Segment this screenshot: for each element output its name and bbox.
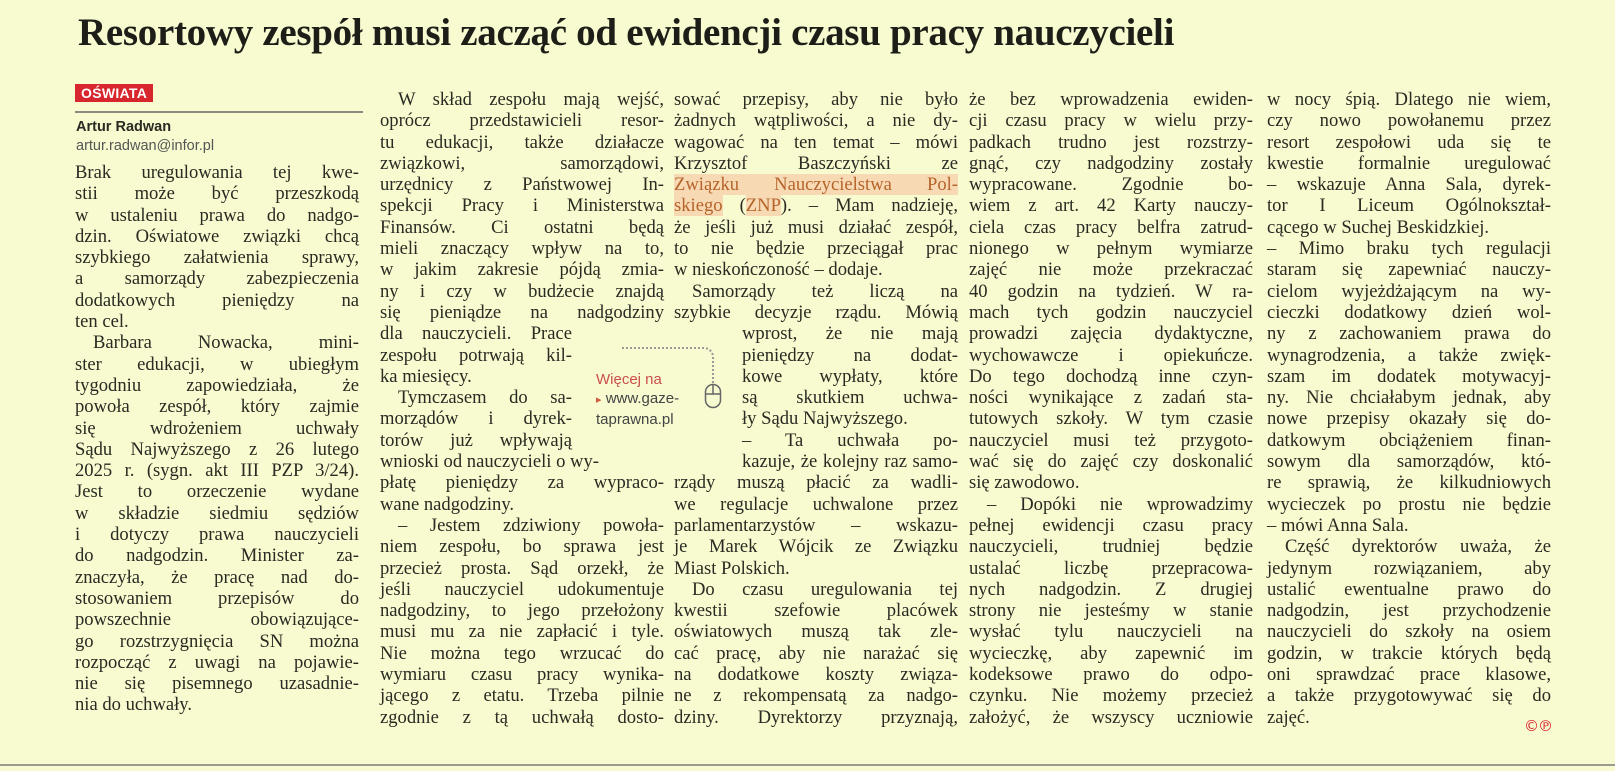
text-line: nauczycieli do szkoły na osiem [1267,621,1551,643]
text-line: ny i czy w budżecie znajdą [380,280,664,302]
text-line: oni sprawdzać prace klasowe, [1267,664,1551,686]
text-line: cji czasu pracy w wielu przy- [969,110,1253,132]
text-line: płatę pieniędzy za wypraco- [380,472,664,494]
text-line: pełnej ewidencji czasu pracy [969,514,1253,536]
text-line: kazuje, że kolejny raz samo- [742,451,958,473]
text-segment: ( [722,195,746,217]
text-line: wiem z art. 42 Karty nauczy- [969,195,1253,217]
text-line: nionego w pełnym wymiarze [969,238,1253,260]
text-line [674,174,958,195]
highlighted-term: ZNP [745,195,781,217]
text-line: pieniędzy na dodat- [742,344,958,366]
text-line: gnąć, czy nadgodziny zostały [969,152,1253,174]
text-line: ka miesięcy. [380,365,472,387]
text-line: staram się zapewniać nauczy- [1267,259,1551,281]
text-line: ny z zachowaniem prawa do [1267,323,1551,345]
text-line: padkach trudno jest rozstrzy- [969,131,1253,153]
mouse-icon [704,383,722,414]
section-tag: OŚWIATA [75,84,153,102]
text-line: czynku. Nie możemy przecież [969,685,1253,707]
text-line: Brak uregulowania tej kwe- [75,162,359,183]
text-line: ły Sądu Najwyższego. [742,408,908,430]
text-line: wagować na ten temat – mówi [674,131,958,153]
text-line: wymiaru czasu pracy wynika- [380,664,664,686]
text-line: stosowaniem przepisów do [75,587,359,609]
copyright-mark-icon: ©℗ [1524,717,1552,735]
promo-url-line-2[interactable]: taprawna.pl [596,411,674,428]
text-line: wprost, że nie mają [742,323,958,345]
paragraph [380,89,664,387]
paragraph [380,515,664,728]
text-line: jącego z etatu. Trzeba pilnie [380,685,664,707]
paragraph [1267,89,1551,238]
text-line: Jest to orzeczenie wydane [75,481,359,503]
text-line: wycieczkę, aby zapewnić im [969,642,1253,664]
text-line: – Jestem zdziwiony powoła- [398,514,664,536]
text-line: mieli znaczący wpływ na to, [380,238,664,260]
promo-label: Więcej na [596,371,662,388]
promo-box[interactable] [596,370,679,429]
text-line: ten cel. [75,311,129,333]
text-line: wnioski od nauczycieli o wy- [380,451,599,473]
text-line: się zawodowo. [969,472,1080,494]
text-line: Finansów. Ci ostatni będą [380,216,664,238]
text-line: jedynym rozwiązaniem, aby [1267,557,1551,579]
article-column-5 [1267,89,1551,728]
paragraph [1267,536,1551,728]
text-line: nie się pisemnego uzasadnie- [75,673,359,695]
text-line: urzędnicy z Państwowej In- [380,174,664,196]
text-line: ster edukacji, w ubiegłym [75,353,359,375]
text-segment: ). – Mam nadzieję, [780,195,958,217]
text-line: kwestii szefowie placówek [674,600,958,622]
text-line: a także przygotowywać się do [1267,685,1551,707]
paragraph [75,332,359,715]
text-line: je Marek Wójcik ze Związku [674,536,958,558]
text-line: jeśli nauczyciel udokumentuje [380,578,664,600]
text-line: oprócz przedstawicieli resor- [380,110,664,132]
text-line: zajęć nie może przekraczać [969,259,1253,281]
text-line: wać się do zajęć czy doskonalić [969,451,1253,473]
text-line: wycieczek po prostu nie będzie [1267,493,1551,515]
text-line: mach tych godzin nauczyciel [969,301,1253,323]
text-line: strony nie jesteśmy w stanie [969,600,1253,622]
bullet-icon: ▸ [596,394,602,406]
paragraph [674,89,958,281]
text-line: nia do uchwały. [75,694,193,716]
text-line: przecież prosta. Sąd orzekł, że [380,557,664,579]
text-line: w ustaleniu prawa do nadgo- [75,204,359,226]
text-line: torów już wpływają [380,429,572,451]
text-line: nauczyciel musi też przygoto- [969,429,1253,451]
text-line: w jakim zakresie pójdą zmia- [380,259,664,281]
bottom-divider [0,764,1615,766]
paragraph [1267,238,1551,536]
text-line: go rozstrzygnięcia SN można [75,630,359,652]
author-name: Artur Radwan [76,119,172,135]
text-line: w składzie siedmiu sędziów [75,502,359,524]
text-line: sować przepisy, aby nie było [674,89,958,110]
text-line: rządy muszą płacić za wadli- [674,472,958,494]
text-line: znaczyła, że pracę nad do- [75,566,359,588]
text-line: Sądu Najwyższego z 26 lutego [75,438,359,460]
text-line: szybkie decyzje rządu. Mówią [674,301,958,323]
text-line: zespołu potrwają kil- [380,344,572,366]
text-line: Krzysztof Baszczyński ze [674,152,958,174]
paragraph [674,579,958,728]
text-line: tutowych szkoły. W tym czasie [969,408,1253,430]
text-line: Tymczasem do sa- [398,387,572,409]
text-line: godzin, w trakcie których będą [1267,642,1551,664]
text-line: do nadgodzin. Minister za- [75,545,359,567]
text-line: kowe wypłaty, które [742,365,958,387]
text-line: wane nadgodziny. [380,493,515,515]
article-headline: Resortowy zespół musi zacząć od ewidencji czasu pracy nauczycieli [78,11,1175,54]
text-line: ciela czas pracy belfra zatrud- [969,216,1253,238]
text-line: 40 godzin na tydzień. W ra- [969,280,1253,302]
text-line: prowadzi zajęcia dydaktyczne, [969,323,1253,345]
text-line: wypracowane. Zgodnie bo- [969,174,1253,196]
text-line: tygodniu zapowiedziała, że [75,374,359,396]
text-line: nych nadgodzin. Z drugiej [969,578,1253,600]
text-line: dzin. Oświatowe związki chcą [75,225,359,247]
text-line: we regulacje uchwalone przez [674,493,958,515]
text-line: czy nowo powołanemu przez [1267,110,1551,132]
text-line: Nie można tego wrzucać do [380,642,664,664]
text-line: morządów i dyrek- [380,408,572,430]
text-line [674,195,958,216]
text-line: w nocy śpią. Dlatego nie wiem, [1267,89,1551,110]
text-line: nowe przepisy okazały się do- [1267,408,1551,430]
text-line: datkowym obciążeniem finan- [1267,429,1551,451]
text-line: nadgodziny, to jego przełożony [380,600,664,622]
text-line: na dodatkowe koszty związa- [674,664,958,686]
text-line: że bez wprowadzenia ewiden- [969,89,1253,110]
text-line: cać pracę, aby nie narażać się [674,642,958,664]
text-line: związkowi, samorządowi, [380,152,664,174]
text-line: zajęć. [1267,706,1310,728]
text-line: 2025 r. (sygn. akt III PZP 3/24). [75,460,359,482]
text-line: ustalać liczbę przepracowa- [969,557,1253,579]
author-email[interactable]: artur.radwan@infor.pl [76,138,215,154]
text-line: dziny. Dyrektorzy przyznają, [674,706,958,728]
text-line: szam im dodatek motywacyj- [1267,365,1551,387]
article-column-4 [969,89,1253,728]
text-line: – Dopóki nie wprowadzimy [987,493,1253,515]
text-line: stii może być przeszkodą [75,183,359,205]
text-line: kwestie formalnie uregulować [1267,152,1551,174]
article-column-1 [75,162,359,716]
text-line: rozpocząć z uwagi na pojawie- [75,651,359,673]
text-line: tor I Liceum Ogólnokształ- [1267,195,1551,217]
text-line: żadnych wątpliwości, a nie dy- [674,110,958,132]
text-line: dla nauczycieli. Prace [380,323,572,345]
text-line: wysłać tylu nauczycieli na [969,621,1253,643]
text-line: cieczki dodatkowy dzień wol- [1267,301,1551,323]
text-line: wynagrodzenia, a także zwięk- [1267,344,1551,366]
text-line: – mówi Anna Sala. [1267,514,1409,536]
paragraph [969,494,1253,728]
text-line: Do tego dochodzą inne czyn- [969,365,1253,387]
text-line: się wdrożeniem uchwały [75,417,359,439]
text-line: i dotyczy prawa nauczycieli [75,524,359,546]
text-line: cącego w Suchej Beskidzkiej. [1267,216,1490,238]
text-line: – Ta uchwała po- [742,429,958,451]
text-line: oświatowych muszą tak zle- [674,621,958,643]
text-line: Miast Polskich. [674,557,790,579]
highlighted-term: Związku Nauczycielstwa Pol- [674,174,958,196]
text-line: są skutkiem uchwa- [742,387,958,409]
text-line: kodeksowe prawo do odpo- [969,664,1253,686]
text-line: musi mu za nie zapłacić i tyle. [380,621,664,643]
text-line: powszechnie obowiązujące- [75,609,359,631]
text-line: – Mimo braku tych regulacji [1267,238,1551,260]
text-line: założyć, że wszyscy uczniowie [969,706,1253,728]
text-line: nauczycieli, trudniej będzie [969,536,1253,558]
paragraph [674,430,958,579]
text-line: sowym dla samorządów, któ- [1267,451,1551,473]
text-line: Część dyrektorów uważa, że [1285,536,1551,558]
text-line: niem zespołu, bo sprawa jest [380,536,664,558]
promo-url-line-1[interactable]: www.gaze- [605,390,680,407]
text-line: W skład zespołu mają wejść, [398,89,664,110]
text-line: ustalić ewentualne prawo do [1267,578,1551,600]
text-line: szybkiego załatwienia sprawy, [75,247,359,269]
text-line: Barbara Nowacka, mini- [93,332,359,354]
text-line: re sprawią, że kilkudniowych [1267,472,1551,494]
text-line: nadgodzin, jest przychodzenie [1267,600,1551,622]
text-line: parlamentarzystów – wskazu- [674,514,958,536]
text-line: to nie będzie przeciągał prac [674,238,958,260]
text-line: że jeśli już musi działać zespół, [674,216,958,238]
text-line: ny. Nie chciałabym jednak, aby [1267,387,1551,409]
text-line: Samorządy też liczą na [692,280,958,302]
text-line: powoła zespół, który zajmie [75,396,359,418]
text-line: spekcji Pracy i Ministerstwa [380,195,664,217]
text-line: resort zespołowi uda się te [1267,131,1551,153]
text-line: cielom wyjeżdżającym na wy- [1267,280,1551,302]
highlighted-term: skiego [674,195,723,217]
text-line: ności wynikające z zadań sta- [969,387,1253,409]
section-divider [75,111,363,113]
text-line: a samorządy zabezpieczenia [75,268,359,290]
text-line: wychowawcze i opiekuńcze. [969,344,1253,366]
paragraph [75,162,359,332]
text-line: dodatkowych pieniędzy na [75,289,359,311]
text-line: tu edukacji, także działacze [380,131,664,153]
text-line: się pieniądze na nadgodziny [380,301,664,323]
text-line: ne z rekompensatą za nadgo- [674,685,958,707]
text-line: w nieskończoność – dodaje. [674,259,883,281]
text-line: – wskazuje Anna Sala, dyrek- [1267,174,1551,196]
text-line: zgodnie z tą uchwałą dosto- [380,706,664,728]
paragraph [969,89,1253,494]
text-line: Do czasu uregulowania tej [692,578,958,600]
